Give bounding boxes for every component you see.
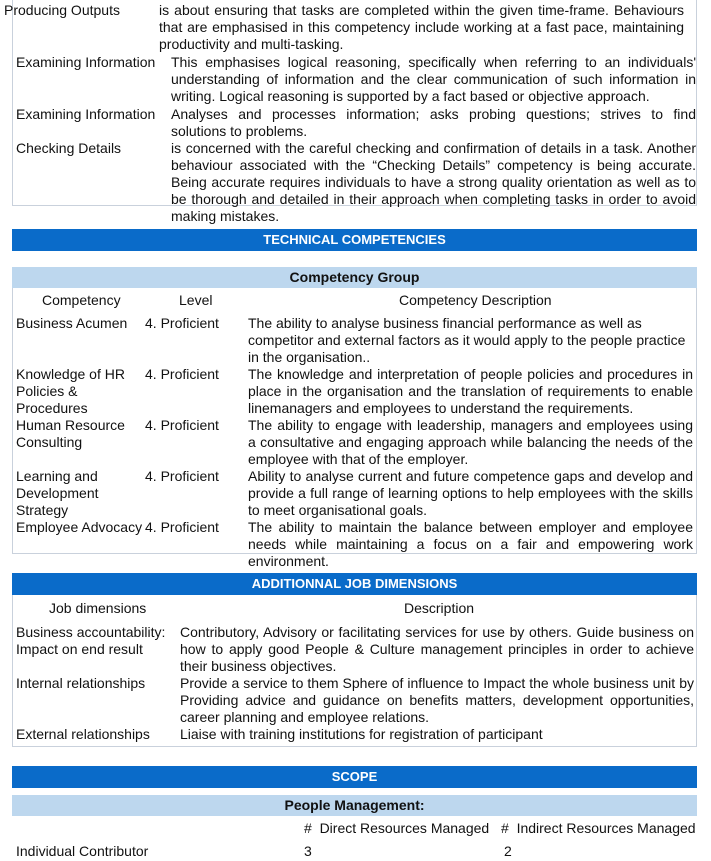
competency-description: Analyses and processes information; asks probing questions; strives to find solutions to problems. bbox=[171, 106, 696, 139]
competency-name: Examining Information bbox=[16, 54, 156, 70]
column-header-direct-resources: # Direct Resources Managed bbox=[304, 820, 490, 836]
column-header-indirect-resources: # Indirect Resources Managed bbox=[501, 820, 696, 836]
column-header-job-dimensions: Job dimensions bbox=[49, 600, 147, 616]
job-dimension-name: Internal relationships bbox=[16, 675, 146, 691]
job-dimension-description: Liaise with training institutions for registration of participant bbox=[180, 726, 543, 742]
competency-description: This emphasises logical reasoning, specifically when referring to an individuals' understanding of information and the clear communication of such information in writing. Logical reasoning is supported by a fact based or objective approach. bbox=[171, 54, 696, 104]
technical-competency-description: The ability to maintain the balance between employer and employee needs while maintaining a focus on a fair and empowering work environment. bbox=[248, 519, 693, 569]
indirect-resources-value: 2 bbox=[504, 843, 512, 859]
job-dimension-name: Business accountability: Impact on end result bbox=[16, 624, 166, 657]
competency-description: is about ensuring that tasks are completed within the given time-frame. Behaviours that are emphasised in this competency include working at a fast pace, maintaining productivity and multi-tasking. bbox=[159, 2, 684, 52]
competency-name: Examining Information bbox=[16, 106, 156, 122]
competency-name: Checking Details bbox=[16, 140, 122, 156]
technical-competency-name: Business Acumen bbox=[16, 315, 128, 331]
people-management-label: People Management: bbox=[12, 795, 697, 816]
technical-competency-name: Human Resource Consulting bbox=[16, 417, 125, 450]
column-header-level: Level bbox=[179, 292, 213, 308]
competency-description: is concerned with the careful checking and confirmation of details in a task. Another behaviour associated with the “Checking Details” competency is being accurate. Being accurate requires individuals to have a strong quality orientation as well as to be thorough and detailed in their approach when completing tasks in order to avoid making mistakes. bbox=[171, 140, 696, 224]
technical-competency-level: 4. Proficient bbox=[145, 315, 219, 331]
technical-competency-description: The knowledge and interpretation of people policies and procedures in place in the organisation and the translation of requirements to enable linemanagers and employees to understand the requirements. bbox=[248, 366, 693, 416]
column-header-description: Competency Description bbox=[399, 292, 552, 308]
competency-name: Producing Outputs bbox=[4, 2, 120, 18]
technical-competency-name: Employee Advocacy bbox=[16, 519, 143, 535]
technical-competency-level: 4. Proficient bbox=[145, 417, 219, 433]
technical-competency-level: 4. Proficient bbox=[145, 366, 219, 382]
scope-row-label: Individual Contributor bbox=[16, 843, 149, 859]
competency-group-label: Competency Group bbox=[12, 267, 697, 288]
direct-resources-value: 3 bbox=[304, 843, 312, 859]
technical-competency-description: Ability to analyse current and future competence gaps and develop and provide a full range of learning options to help employees with the skills to meet organisational goals. bbox=[248, 468, 693, 518]
job-dimension-description: Contributory, Advisory or facilitating services for use by others. Guide business on how to apply good People & Culture management principles in order to achieve their business objectives. bbox=[180, 624, 694, 674]
job-dimensions-header: ADDITIONNAL JOB DIMENSIONS bbox=[12, 573, 697, 595]
technical-competency-description: The ability to engage with leadership, managers and employees using a consultative and engaging approach while balancing the needs of the employee with that of the employer. bbox=[248, 417, 693, 467]
job-dimension-description: Provide a service to them Sphere of influence to Impact the whole business unit by Providing advice and guidance on benefits matters, development opportunities, career planning and employee relations. bbox=[180, 675, 694, 725]
scope-header: SCOPE bbox=[12, 766, 697, 788]
technical-competency-description: The ability to analyse business financial performance as well as competitor and external factors as it would apply to the people practice in the organisation.. bbox=[248, 315, 686, 365]
technical-competency-name: Knowledge of HR Policies & Procedures bbox=[16, 366, 125, 416]
technical-competencies-header: TECHNICAL COMPETENCIES bbox=[12, 229, 697, 251]
column-header-competency: Competency bbox=[42, 292, 121, 308]
technical-competency-level: 4. Proficient bbox=[145, 519, 219, 535]
technical-competency-name: Learning and Development Strategy bbox=[16, 468, 99, 518]
job-dimension-name: External relationships bbox=[16, 726, 150, 742]
column-header-description: Description bbox=[404, 600, 475, 616]
technical-competency-level: 4. Proficient bbox=[145, 468, 219, 484]
